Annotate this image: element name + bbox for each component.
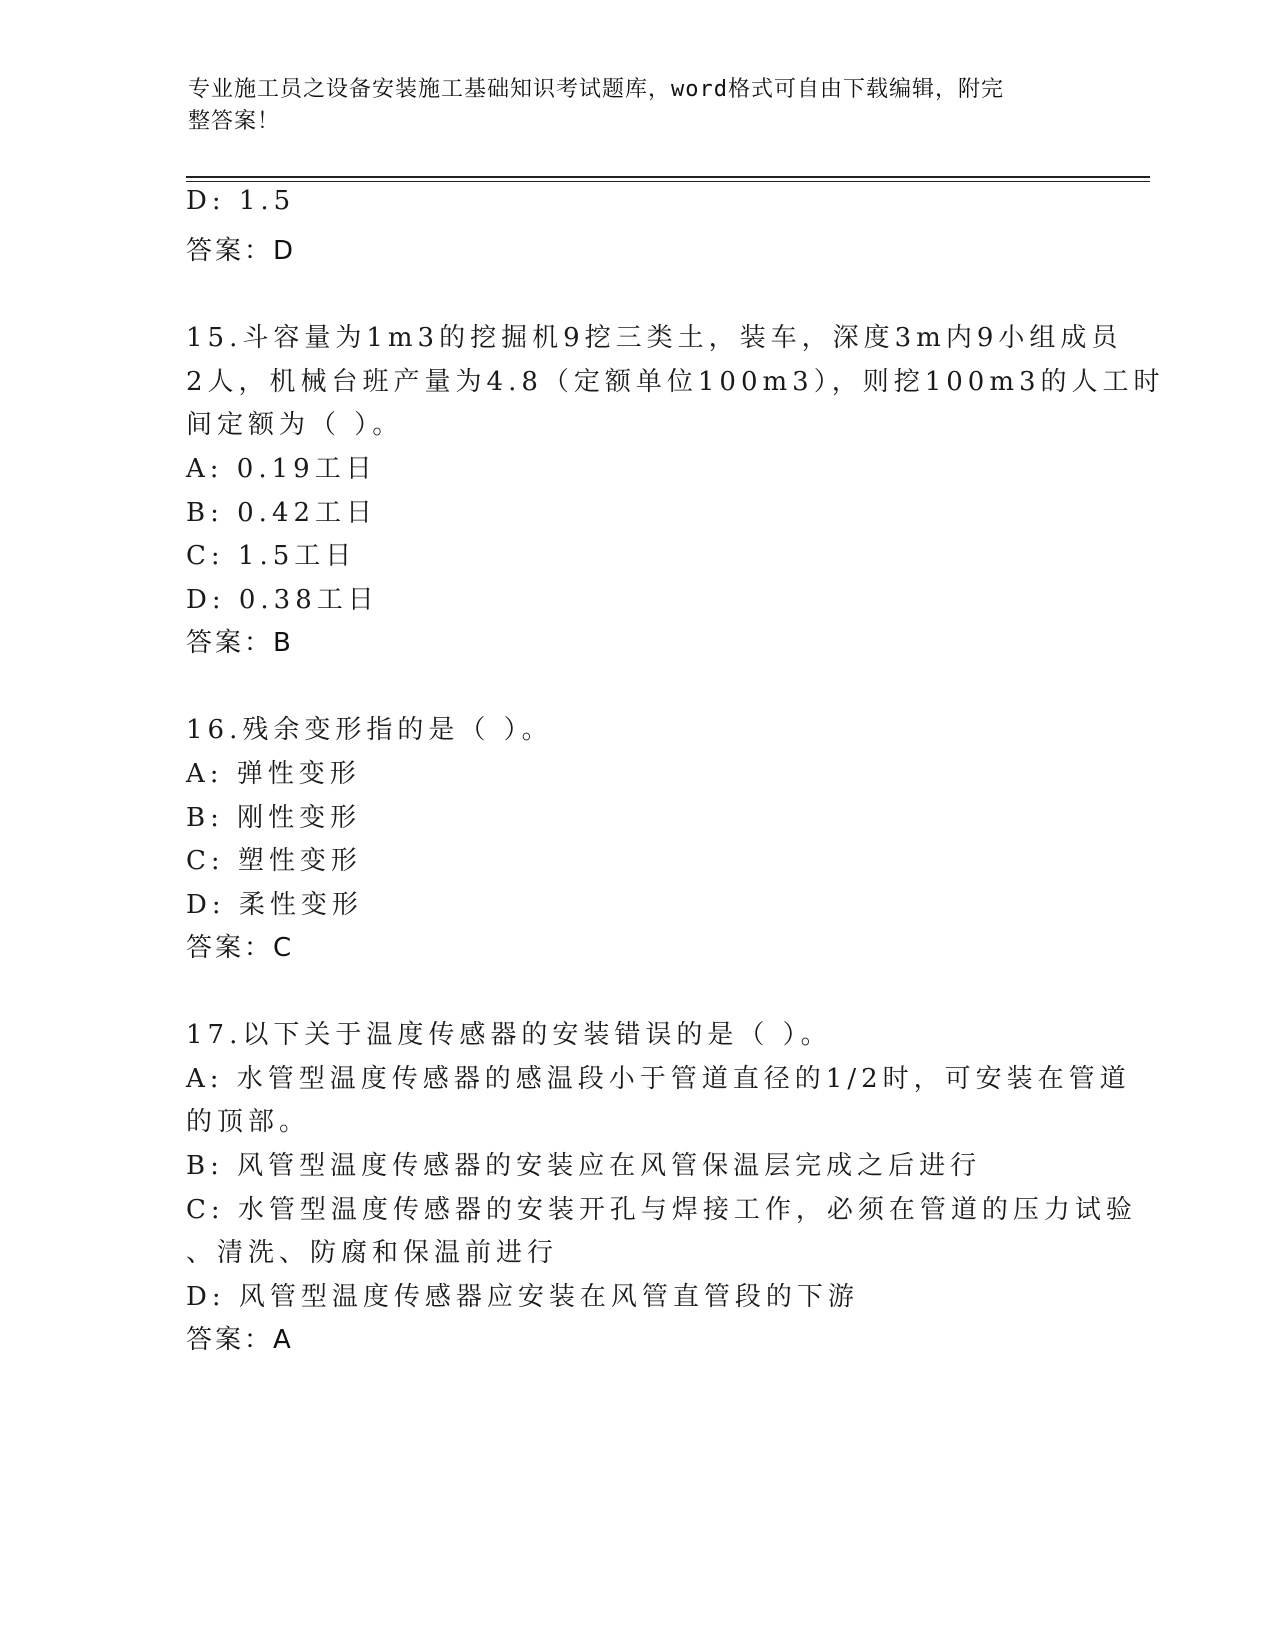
q16-option-a: A: 弹性变形	[186, 759, 361, 789]
q15-option-d: D: 0.38工日	[186, 585, 379, 615]
q17-option-a-line-1: A: 水管型温度传感器的感温段小于管道直径的1/2时，可安装在管道	[186, 1064, 1131, 1094]
q16-option-d: D: 柔性变形	[186, 890, 363, 920]
q16-option-b: B: 刚性变形	[186, 803, 362, 833]
q17-answer: 答案：A	[186, 1325, 294, 1355]
q17-option-a-line-2: 的顶部。	[186, 1107, 311, 1137]
header-title-line-2: 整答案！	[188, 109, 281, 134]
q15-stem-line-2: 2人，机械台班产量为4.8（定额单位100m3），则挖100m3的人工时	[186, 367, 1165, 397]
q15-stem-line-1: 15.斗容量为1m3的挖掘机9挖三类土，装车，深度3m内9小组成员	[186, 323, 1123, 353]
q15-option-b: B: 0.42工日	[186, 498, 378, 528]
q15-answer: 答案：B	[186, 628, 294, 658]
q15-option-c: C: 1.5工日	[186, 541, 357, 571]
q17-option-b: B: 风管型温度传感器的安装应在风管保温层完成之后进行	[186, 1151, 982, 1181]
q15-stem-line-3: 间定额为（ ）。	[186, 410, 404, 440]
header-divider-thin	[186, 181, 1150, 182]
document-header	[188, 74, 1068, 138]
q17-option-c-line-2: 、清洗、防腐和保温前进行	[186, 1238, 559, 1268]
q15-option-a: A: 0.19工日	[186, 454, 377, 484]
header-title-line-1: 专业施工员之设备安装施工基础知识考试题库，word格式可自由下载编辑，附完	[188, 77, 1004, 102]
q16-stem: 16.残余变形指的是（ ）。	[186, 715, 553, 745]
q14-answer: 答案：D	[186, 236, 297, 266]
q17-option-c-line-1: C: 水管型温度传感器的安装开孔与焊接工作，必须在管道的压力试验	[186, 1195, 1137, 1225]
header-divider-thick	[186, 176, 1150, 178]
q17-option-d: D: 风管型温度传感器应安装在风管直管段的下游	[186, 1282, 859, 1312]
q16-option-c: C: 塑性变形	[186, 846, 362, 876]
q14-option-d: D: 1.5	[186, 186, 296, 216]
q16-answer: 答案：C	[186, 933, 295, 963]
q17-stem: 17.以下关于温度传感器的安装错误的是（ ）。	[186, 1020, 832, 1050]
